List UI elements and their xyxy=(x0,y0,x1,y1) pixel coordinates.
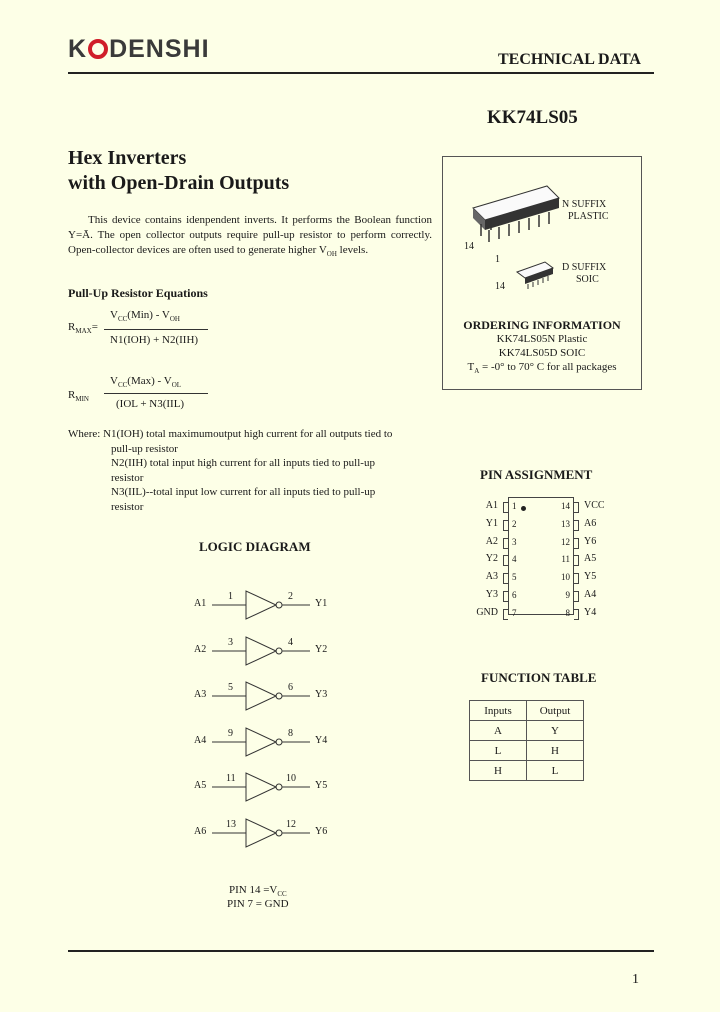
gate-output-pin: 6 xyxy=(288,682,293,694)
description-sub: OH xyxy=(326,249,337,258)
rmax-num-sub2: OH xyxy=(169,315,180,324)
rmin-num-rest: (Max) - V xyxy=(127,375,172,387)
inverter-gate-icon xyxy=(212,771,312,803)
pin-left-number: 6 xyxy=(512,590,517,600)
logic-diagram-heading: LOGIC DIAGRAM xyxy=(199,539,311,554)
pin1-dot-icon xyxy=(521,506,526,511)
pin-stub xyxy=(574,573,579,584)
table-cell: H xyxy=(470,761,527,781)
pin-stub xyxy=(574,520,579,531)
part-number: KK74LS05 xyxy=(487,107,578,128)
pin-right-name: A6 xyxy=(584,517,597,529)
pin-stub xyxy=(503,555,508,566)
pin-left-name: A2 xyxy=(485,535,498,547)
pin-left-name: Y1 xyxy=(485,517,498,529)
pin7-note: PIN 7 = GND xyxy=(227,898,289,910)
gate-output-label: Y5 xyxy=(315,780,328,792)
description-end: levels. xyxy=(336,243,369,256)
inverter-gate-icon xyxy=(212,635,312,667)
title-line-2: with Open-Drain Outputs xyxy=(68,172,290,194)
pin-stub xyxy=(503,502,508,513)
inverter-gate-icon xyxy=(212,726,312,758)
pin-right-number: 8 xyxy=(565,607,570,618)
ordering-ta-sub: A xyxy=(474,367,480,376)
pin-right-number: 13 xyxy=(561,518,570,529)
pin-left-name: Y2 xyxy=(485,553,498,565)
rmin-num-sub2: OL xyxy=(171,381,182,390)
pin-right-name: Y4 xyxy=(584,606,597,618)
pin-right-number: 12 xyxy=(561,536,570,547)
gate-input-label: A3 xyxy=(194,689,207,701)
where-line-4: resistor xyxy=(111,471,144,484)
rmin-numerator xyxy=(110,375,181,389)
pin14-sub: CC xyxy=(277,890,287,899)
page-title xyxy=(68,146,289,196)
gate-output-label: Y3 xyxy=(315,689,328,701)
pin-left-number: 4 xyxy=(512,554,517,565)
table-cell: L xyxy=(527,761,584,781)
where-line-3: N2(IIH) total input high current for all inputs tied to pull-up xyxy=(111,457,375,470)
gate-output-pin: 4 xyxy=(288,636,293,648)
rmax-num-v: V xyxy=(110,309,118,321)
pin-right-number: 14 xyxy=(561,501,570,511)
pin-stub xyxy=(503,609,508,620)
pin-stub xyxy=(503,538,508,549)
pin-right-name: Y6 xyxy=(584,535,597,547)
ordering-ta-rest: = -0° to 70° C for all packages xyxy=(479,361,617,373)
ordering-info xyxy=(442,318,642,378)
description xyxy=(68,213,432,262)
table-cell: L xyxy=(470,741,527,761)
table-cell: A xyxy=(470,721,527,741)
package-illustration xyxy=(455,168,635,308)
pin-stub xyxy=(574,609,579,620)
gate-input-pin: 5 xyxy=(228,682,233,694)
dip-pin1-label: 1 xyxy=(495,254,500,265)
header-divider xyxy=(68,72,654,74)
dip-pin14-label: 14 xyxy=(464,241,474,252)
table-cell: Y xyxy=(527,721,584,741)
pin-stub xyxy=(503,573,508,584)
rmax-eq: = xyxy=(91,321,98,333)
function-table-header-row xyxy=(470,701,584,721)
gate-output-label: Y2 xyxy=(315,643,328,655)
gate-input-label: A2 xyxy=(194,643,207,655)
pin-stub xyxy=(574,591,579,602)
gate-input-label: A6 xyxy=(194,826,207,837)
footer-divider xyxy=(68,950,654,952)
rmax-num-sub: CC xyxy=(117,315,128,324)
rmax-label xyxy=(68,321,98,335)
rmin-fraction-line xyxy=(104,393,208,394)
pin-right-number: 10 xyxy=(561,572,570,583)
pin-left-number: 7 xyxy=(512,607,517,618)
pin-left-name: GND xyxy=(476,606,498,618)
ordering-heading: ORDERING INFORMATION xyxy=(463,318,621,332)
soic-label: SOIC xyxy=(576,274,599,285)
rmax-fraction-line xyxy=(104,329,208,330)
where-line-1: Where: N1(IOH) total maximumoutput high current for all outputs tied to xyxy=(68,428,393,440)
pin-right-name: Y5 xyxy=(584,571,597,583)
inverter-gate-icon xyxy=(212,817,312,849)
pin-assignment-heading: PIN ASSIGNMENT xyxy=(480,467,593,482)
gate-output-pin: 12 xyxy=(286,819,296,830)
rmin-sub: MIN xyxy=(75,395,89,404)
pin-left-number: 3 xyxy=(512,536,517,547)
inverter-gate-icon xyxy=(212,589,312,621)
dip-package-icon xyxy=(473,186,559,242)
pin-left-number: 5 xyxy=(512,572,517,583)
logo-text-k: K xyxy=(68,35,88,63)
rmin-denominator: (IOL + N3(IIL) xyxy=(116,398,185,410)
pin-right-number: 9 xyxy=(565,590,570,600)
gate-input-pin: 13 xyxy=(226,819,236,830)
function-table xyxy=(469,700,584,781)
technical-data-label: TECHNICAL DATA xyxy=(498,51,641,68)
rmin-label xyxy=(68,389,89,403)
function-table-heading: FUNCTION TABLE xyxy=(481,670,597,685)
pin-right-name: VCC xyxy=(584,500,605,511)
page-number: 1 xyxy=(632,972,639,987)
pin-left-name: Y3 xyxy=(485,589,498,600)
rmax-num-rest: (Min) - V xyxy=(127,309,170,321)
pin-stub xyxy=(574,538,579,549)
ordering-ta: T xyxy=(467,361,475,373)
soic-pin14-label: 14 xyxy=(495,281,505,292)
gate-output-label: Y1 xyxy=(315,598,328,609)
gate-input-pin: 11 xyxy=(226,773,236,785)
gate-output-label: Y6 xyxy=(315,826,328,837)
soic-package-icon xyxy=(517,262,553,289)
ordering-line-1: KK74LS05N Plastic xyxy=(496,333,588,345)
gate-input-label: A1 xyxy=(194,598,207,609)
pin-right-name: A4 xyxy=(584,589,597,600)
pin-left-name: A1 xyxy=(485,500,498,511)
where-line-5: N3(IIL)--total input low current for all inputs tied to pull-up xyxy=(111,486,376,499)
header-inputs: Inputs xyxy=(470,701,527,721)
pin14-note xyxy=(229,884,287,898)
logo-text-denshi: DENSHI xyxy=(109,35,210,63)
rmax-denominator: N1(IOH) + N2(IIH) xyxy=(110,334,199,346)
header-output: Output xyxy=(527,701,584,721)
ordering-line-2: KK74LS05D SOIC xyxy=(498,347,586,359)
inverter-gate-icon xyxy=(212,680,312,712)
d-suffix-label: D SUFFIX xyxy=(562,262,607,273)
pin-stub xyxy=(503,520,508,531)
table-row xyxy=(470,721,584,741)
pullup-heading: Pull-Up Resistor Equations xyxy=(68,286,208,300)
gate-output-pin: 8 xyxy=(288,727,293,739)
gate-output-pin: 2 xyxy=(288,591,293,602)
ordering-line-3 xyxy=(442,360,642,378)
pin-stub xyxy=(574,555,579,566)
n-suffix-label: N SUFFIX xyxy=(562,199,607,210)
gate-output-pin: 10 xyxy=(286,773,296,785)
description-text: This device contains idenpendent inverts. It performs the Boolean function Y=Ā. The open collector outputs require pull-up resistor to perform correctly. Open-collector devices are often used to generate higher V xyxy=(68,214,432,256)
table-row xyxy=(470,741,584,761)
pin-right-name: A5 xyxy=(584,553,597,565)
gate-input-pin: 3 xyxy=(228,636,233,648)
gate-input-pin: 9 xyxy=(228,727,233,739)
gate-input-label: A4 xyxy=(194,734,207,746)
gate-output-label: Y4 xyxy=(315,734,328,746)
pin-right-number: 11 xyxy=(561,554,570,565)
where-block xyxy=(68,427,392,515)
pin-left-number: 1 xyxy=(512,501,517,511)
title-line-1: Hex Inverters xyxy=(68,147,187,169)
logo-ring-icon xyxy=(88,39,108,59)
rmin-num-v: V xyxy=(110,375,118,387)
gate-input-pin: 1 xyxy=(228,591,233,602)
rmin-r: R xyxy=(68,389,76,401)
kodenshi-logo xyxy=(68,34,210,64)
pin-left-number: 2 xyxy=(512,518,517,529)
where-line-2: pull-up resistor xyxy=(111,442,178,455)
rmax-sub: MAX xyxy=(75,327,92,336)
table-row xyxy=(470,761,584,781)
pin-left-name: A3 xyxy=(485,571,498,583)
where-line-6: resistor xyxy=(111,500,144,513)
table-cell: H xyxy=(527,741,584,761)
rmin-num-sub: CC xyxy=(117,381,128,390)
pin-stub xyxy=(574,502,579,513)
plastic-label: PLASTIC xyxy=(568,211,609,222)
rmax-numerator xyxy=(110,309,180,323)
pin-stub xyxy=(503,591,508,602)
rmax-r: R xyxy=(68,321,76,333)
pin14-text: PIN 14 =V xyxy=(229,884,278,896)
gate-input-label: A5 xyxy=(194,780,207,792)
